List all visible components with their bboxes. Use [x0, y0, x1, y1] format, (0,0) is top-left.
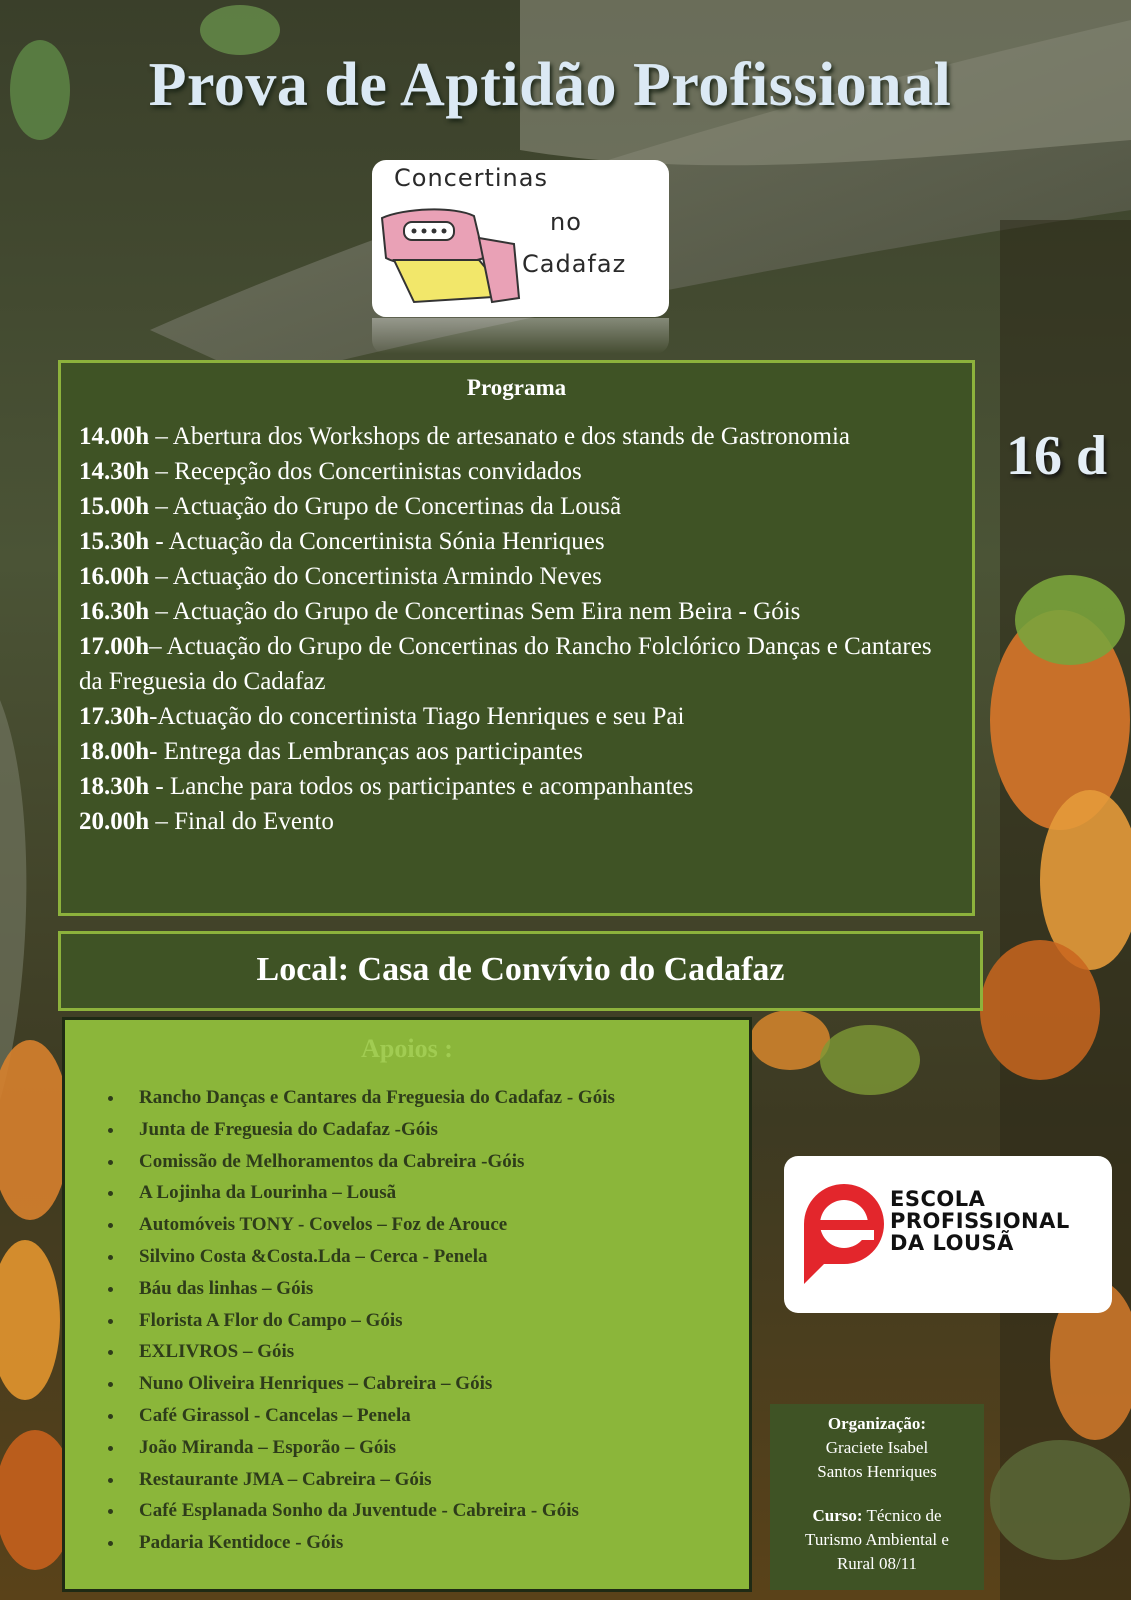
apoios-panel [62, 1017, 752, 1592]
apoio-item: • A Lojinha da Lourinha – Lousã [125, 1177, 739, 1209]
apoios-list [75, 1082, 739, 1559]
school-logo-text [890, 1188, 1070, 1254]
programa-item-time: 18.00h [79, 738, 150, 765]
programa-item-text: -Actuação do concertinista Tiago Henriques e seu Pai [149, 703, 685, 730]
programa-item-time: 17.00h [79, 633, 150, 660]
curso-text: Técnico de [862, 1506, 942, 1525]
apoio-item: • Café Esplanada Sonho da Juventude - Cabreira - Góis [125, 1495, 739, 1527]
apoio-item: • João Miranda – Esporão – Góis [125, 1432, 739, 1464]
curso-label: Curso: [812, 1506, 863, 1525]
programa-item-text: - Lanche para todos os participantes e acompanhantes [149, 773, 694, 800]
programa-item [79, 804, 954, 839]
apoio-item: • Comissão de Melhoramentos da Cabreira -Góis [125, 1146, 739, 1178]
school-logo-line3: DA LOUSÃ [890, 1231, 1014, 1255]
programa-item [79, 699, 954, 734]
curso-line3: Rural 08/11 [836, 1554, 918, 1573]
event-logo [372, 160, 669, 317]
programa-item-time: 15.00h [79, 493, 150, 520]
programa-item [79, 734, 954, 769]
programa-item [79, 419, 954, 454]
programa-item-time: 14.30h [79, 458, 150, 485]
apoio-item: • Florista A Flor do Campo – Góis [125, 1305, 739, 1337]
programa-panel [58, 360, 975, 916]
apoios-heading: Apoios : [361, 1034, 453, 1063]
apoio-item: • Báu das linhas – Góis [125, 1273, 739, 1305]
apoio-item: • Rancho Danças e Cantares da Freguesia do Cadafaz - Góis [125, 1082, 739, 1114]
apoio-item: • Restaurante JMA – Cabreira – Góis [125, 1464, 739, 1496]
organizacao-label: Organização: [827, 1414, 927, 1433]
programa-item-time: 14.00h [79, 423, 150, 450]
apoio-item: • Nuno Oliveira Henriques – Cabreira – Góis [125, 1368, 739, 1400]
programa-item [79, 559, 954, 594]
accordion-icon [374, 198, 524, 308]
programa-item-text: – Recepção dos Concertinistas convidados [149, 458, 582, 485]
programa-heading: Programa [466, 375, 567, 400]
curso-line2: Turismo Ambiental e [805, 1530, 949, 1549]
organizacao-name-line2: Santos Henriques [817, 1462, 937, 1481]
programa-item [79, 629, 954, 699]
programa-item-text: – Final do Evento [149, 808, 334, 835]
programa-item-time: 17.30h [79, 703, 150, 730]
apoio-item: • Automóveis TONY - Covelos – Foz de Arouce [125, 1209, 739, 1241]
apoio-item: • Padaria Kentidoce - Góis [125, 1527, 739, 1559]
apoio-item: • Café Girassol - Cancelas – Penela [125, 1400, 739, 1432]
logo-reflection [372, 318, 669, 354]
programa-item-time: 20.00h [79, 808, 150, 835]
programa-item-text: - Actuação da Concertinista Sónia Henriques [149, 528, 605, 555]
curso-line1 [770, 1504, 984, 1528]
programa-item-time: 16.30h [79, 598, 150, 625]
apoio-item: • Junta de Freguesia do Cadafaz -Góis [125, 1114, 739, 1146]
programa-item-time: 16.00h [79, 563, 150, 590]
programa-item [79, 524, 954, 559]
school-logo-line1: ESCOLA [890, 1187, 986, 1211]
school-logo [784, 1156, 1112, 1313]
event-date: 16 d [1006, 425, 1108, 487]
event-logo-line2: no [550, 208, 582, 236]
programa-item-text: – Actuação do Grupo de Concertinas do Rancho Folclórico Danças e Cantares da Freguesia do Cadafaz [79, 633, 932, 695]
organizacao-name-line1: Graciete Isabel [825, 1438, 929, 1457]
event-logo-line3: Cadafaz [522, 250, 627, 278]
event-logo-line1: Concertinas [394, 164, 548, 192]
school-logo-e-icon [794, 1174, 894, 1294]
local-banner: Local: Casa de Convívio do Cadafaz [58, 931, 983, 1011]
school-logo-line2: PROFISSIONAL [890, 1209, 1070, 1233]
programa-list [79, 419, 954, 839]
programa-item [79, 489, 954, 524]
programa-item-text: – Actuação do Grupo de Concertinas Sem Eira nem Beira - Góis [149, 598, 801, 625]
apoio-item: • EXLIVROS – Góis [125, 1336, 739, 1368]
apoio-item: • Silvino Costa &Costa.Lda – Cerca - Penela [125, 1241, 739, 1273]
programa-item-time: 18.30h [79, 773, 150, 800]
programa-item-time: 15.30h [79, 528, 150, 555]
programa-item-text: – Actuação do Concertinista Armindo Neves [149, 563, 602, 590]
programa-item-text: – Actuação do Grupo de Concertinas da Lousã [149, 493, 622, 520]
programa-item [79, 594, 954, 629]
programa-item [79, 769, 954, 804]
programa-item-text: – Abertura dos Workshops de artesanato e dos stands de Gastronomia [149, 423, 851, 450]
programa-item [79, 454, 954, 489]
programa-item-text: - Entrega das Lembranças aos participantes [149, 738, 583, 765]
organizacao-box [770, 1404, 984, 1590]
page-title: Prova de Aptidão Profissional [148, 51, 952, 119]
